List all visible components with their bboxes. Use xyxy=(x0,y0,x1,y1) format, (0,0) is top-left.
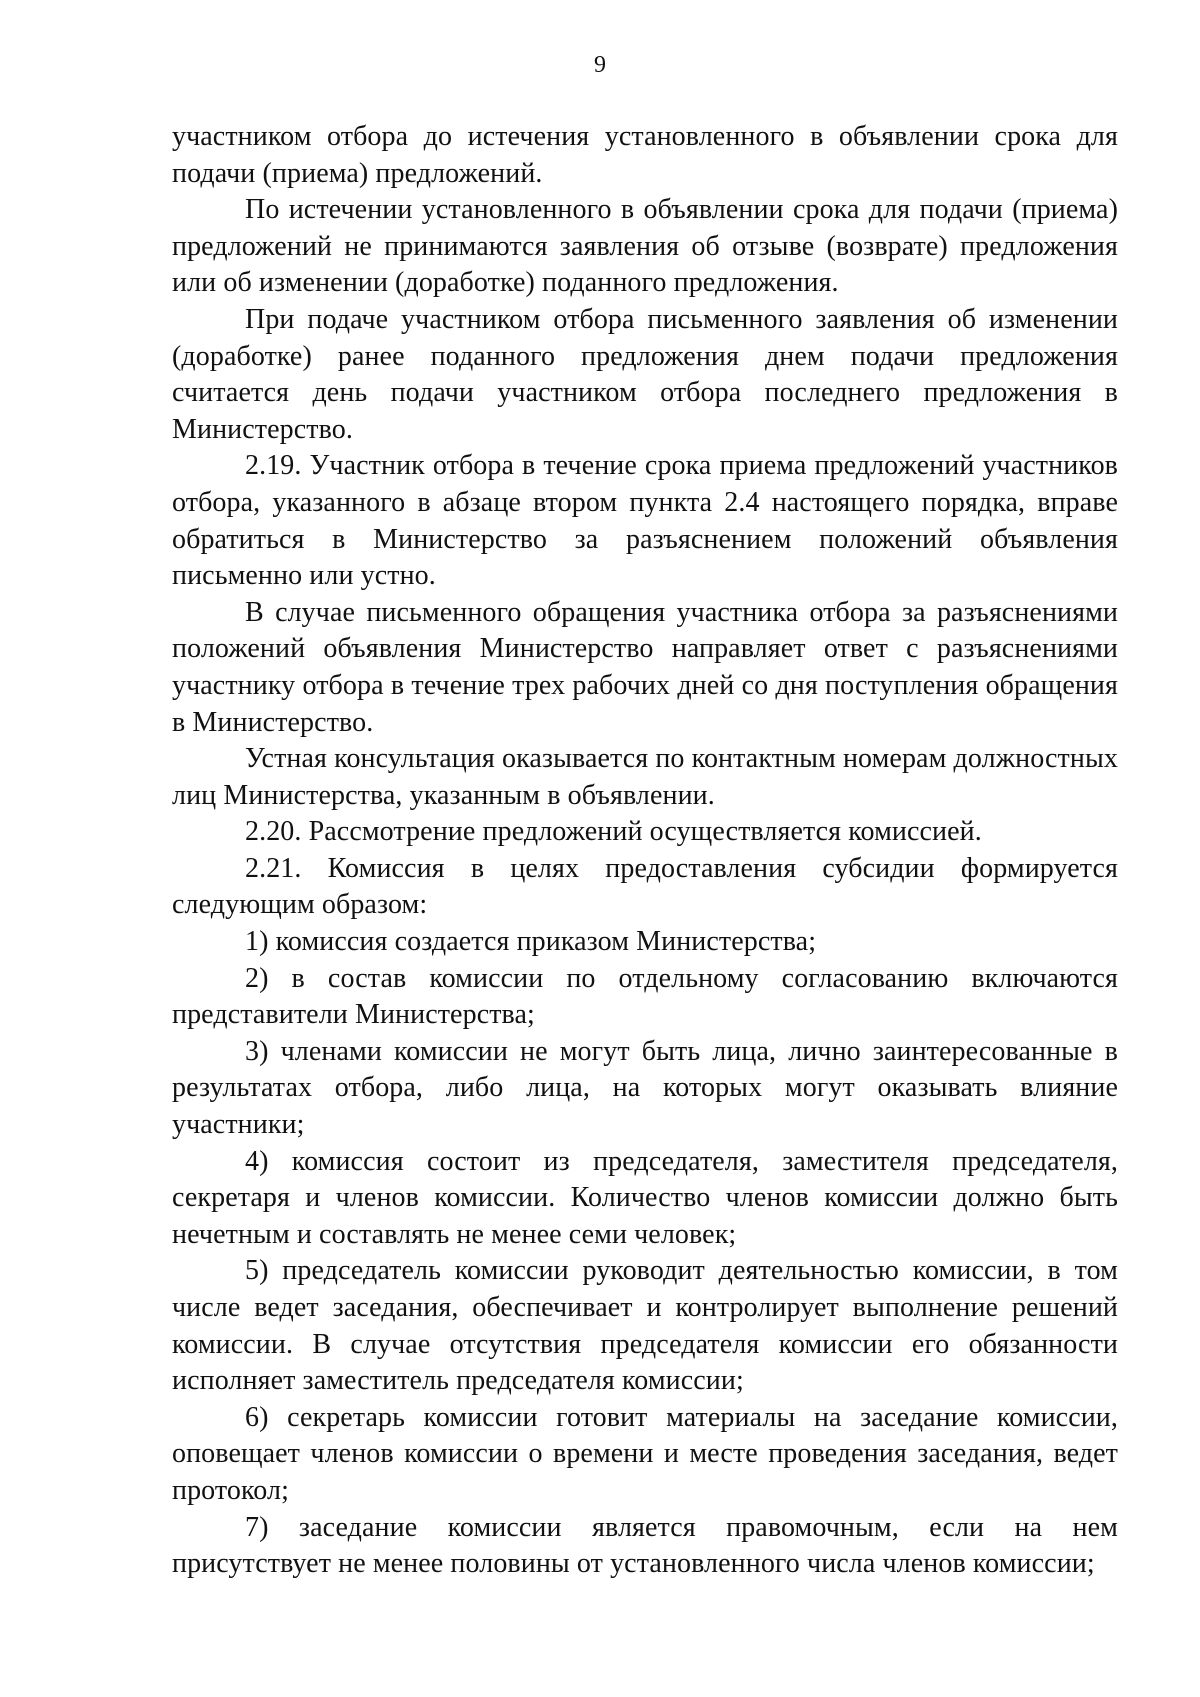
list-item: 4) комиссия состоит из председателя, заместителя председателя, секретаря и членов комиссии. Количество членов комиссии должно быть нечетным и составлять не менее семи человек; xyxy=(172,1145,1118,1250)
document-body xyxy=(172,119,1118,1583)
list-item: 2) в состав комиссии по отдельному согласованию включаются представители Министерства; xyxy=(172,962,1118,1031)
paragraph: В случае письменного обращения участника отбора за разъяснениями положений объявления Министерство направляет ответ с разъяснениями участнику отбора в течение трех рабочих дней со дня поступления обращения в Министерство. xyxy=(172,596,1118,738)
paragraph: участником отбора до истечения установленного в объявлении срока для подачи (приема) предложений. xyxy=(172,121,1118,189)
list-item: 7) заседание комиссии является правомочным, если на нем присутствует не менее половины от установленного числа членов комиссии; xyxy=(172,1511,1118,1580)
paragraph: 2.21. Комиссия в целях предоставления субсидии формируется следующим образом: xyxy=(172,852,1118,921)
paragraph: По истечении установленного в объявлении срока для подачи (приема) предложений не принимаются заявления об отзыве (возврате) предложения или об изменении (доработке) поданного предложения. xyxy=(172,194,1118,299)
list-item: 3) членами комиссии не могут быть лица, лично заинтересованные в результатах отбора, либо лица, на которых могут оказывать влияние участники; xyxy=(172,1035,1118,1141)
list-item: 5) председатель комиссии руководит деятельностью комиссии, в том числе ведет заседания, обеспечивает и контролирует выполнение решений комиссии. В случае отсутствия председателя комиссии его обязанности исполняет заместитель председателя комиссии; xyxy=(172,1255,1118,1397)
paragraph: 2.20. Рассмотрение предложений осуществляется комиссией. xyxy=(245,816,982,848)
paragraph: При подаче участником отбора письменного заявления об изменении (доработке) ранее поданного предложения днем подачи предложения считается день подачи участником отбора последнего предложения в Министерство. xyxy=(172,303,1118,445)
paragraph: Устная консультация оказывается по контактным номерам должностных лиц Министерства, указанным в объявлении. xyxy=(172,743,1118,811)
list-item: 1) комиссия создается приказом Министерства; xyxy=(245,926,817,958)
page-number: 9 xyxy=(594,52,606,78)
list-item: 6) секретарь комиссии готовит материалы на заседание комиссии, оповещает членов комиссии о времени и месте проведения заседания, ведет протокол; xyxy=(172,1401,1118,1506)
paragraph: 2.19. Участник отбора в течение срока приема предложений участников отбора, указанного в абзаце втором пункта 2.4 настоящего порядка, вправе обратиться в Министерство за разъяснением положений объявления письменно или устно. xyxy=(172,450,1118,592)
